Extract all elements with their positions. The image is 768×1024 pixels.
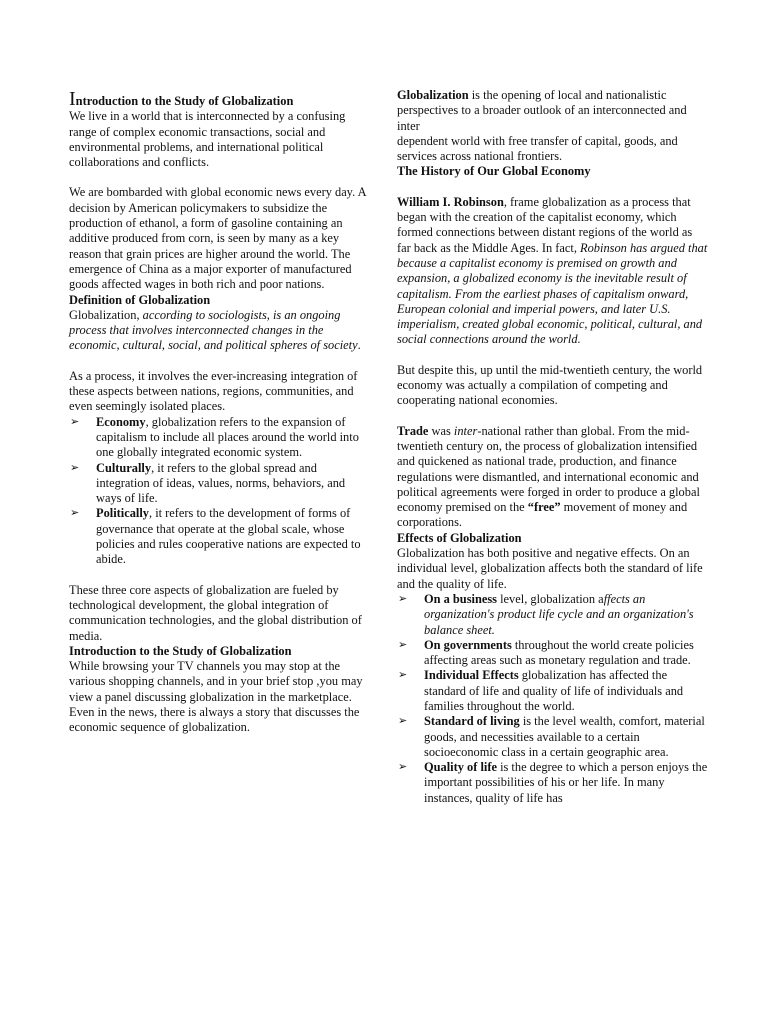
list-item-text: is the level wealth, comfort, material goods, and necessities available to a certain socioeconomic class in a certain geographic area. [424, 714, 705, 759]
list-item [397, 760, 709, 806]
list-item-term: Individual Effects [424, 668, 519, 683]
intro2-heading: Introduction to the Study of Globalization [69, 643, 292, 658]
core-aspects-paragraph: These three core aspects of globalization are fueled by technological development, the global integration of communication technologies, and the global distribution of media. [69, 582, 362, 643]
trade-term: Trade [397, 423, 429, 438]
list-item-text: , it refers to the global spread and integration of ideas, values, norms, behaviors, and ways of life. [96, 460, 346, 506]
trade-free: “free” [527, 500, 561, 515]
robinson-text: , frame globalization as a process that began with the creation of the capitalist economy, which formed connections between distant regions of the world as far back as the Middle Ages. In fact, [397, 194, 693, 255]
effects-paragraph: Globalization has both positive and negative effects. On an individual level, globalization affects both the standard of life and the quality of life. [397, 546, 703, 591]
definition-end: . [357, 338, 361, 353]
arrow-bullet-icon: ➢ [70, 461, 80, 474]
list-item-term: On governments [424, 637, 512, 652]
list-item-text: , globalization refers to the expansion of capitalism to include all places around the world into one globally integrated economic system. [96, 414, 359, 460]
arrow-bullet-icon: ➢ [398, 638, 408, 651]
definition-heading: Definition of Globalization [69, 292, 211, 307]
arrow-bullet-icon: ➢ [398, 592, 408, 605]
list-item-term: Economy [96, 414, 146, 429]
trade-end: movement of money and corporations. [397, 500, 688, 530]
right-column [397, 88, 709, 806]
robinson-paragraph [397, 195, 709, 348]
title-text: ntroduction to the Study of Globalization [75, 94, 294, 108]
despite-paragraph: But despite this, up until the mid-twentieth century, the world economy was actually a compilation of competing and cooperating national economies. [397, 362, 703, 408]
trade-text: -national rather than global. From the mid-twentieth century on, the process of globalization intensified and quickened as national trade, production, and finance regulations were dismantled, and international economic and political agreements were forged in order to produce a global economy premised on the [397, 423, 700, 515]
history-heading: The History of Our Global Economy [397, 164, 591, 179]
trade-paragraph [397, 424, 709, 531]
process-paragraph: As a process, it involves the ever-increasing integration of these aspects between nations, regions, communities, and even seemingly isolated places. [69, 368, 358, 414]
list-item-text: globalization has affected the standard of life and quality of life of individuals and families throughout the world. [424, 668, 684, 713]
list-item [69, 461, 371, 507]
intro-paragraph-2: We are bombarded with global economic news every day. A decision by American policymakers to subsidize the production of ethanol, a form of gasoline containing an additive produced from corn, is seen by many as a key reason that grain prices are higher around the world. The emergence of China as a major exporter of manufactured goods affected wages in both rich and poor nations. [69, 185, 366, 292]
robinson-name: William I. Robinson [397, 194, 504, 209]
list-item [397, 668, 709, 714]
intro-paragraph-1: We live in a world that is interconnected by a confusing range of complex economic transactions, social and environmental problems, and international political collaborations and conflicts. [69, 109, 346, 170]
list-item-text: is the degree to which a person enjoys the important possibilities of his or her life. In many instances, quality of life has [424, 760, 708, 805]
globalization-term: Globalization [397, 88, 469, 102]
list-item-italic: ffects an organization's product life cycle and an organization's balance sheet. [424, 591, 694, 637]
arrow-bullet-icon: ➢ [70, 507, 80, 520]
list-item [69, 506, 371, 567]
list-item-term: Politically [96, 506, 149, 521]
arrow-bullet-icon: ➢ [70, 415, 80, 428]
effects-list [397, 592, 709, 806]
list-item [69, 415, 371, 461]
list-item [397, 638, 709, 669]
list-item-text: level, globalization a [497, 591, 604, 606]
robinson-italic: Robinson has argued that because a capitalist economy is premised on growth and expansion, a globalized economy is the inevitable result of capitalism. From the earliest phases of capitalism onward, European colonial and imperial powers, and later U.S. imperialism, created global economic, political, cultural, and social connections around the world. [397, 240, 708, 347]
aspects-list [69, 415, 371, 568]
definition-italic: according to sociologists, is an ongoing process that involves interconnected changes in the economic, cultural, social, and political spheres of society [69, 307, 358, 353]
definition-lead: Globalization, [69, 307, 143, 322]
list-item-term: Quality of life [424, 760, 497, 775]
globalization-text-1: is the opening of local and nationalistic perspectives to a broader outlook of an interconnected and inter [397, 88, 687, 133]
list-item-term: Standard of living [424, 714, 520, 729]
list-item-term: Culturally [96, 460, 152, 475]
globalization-text-2: dependent world with free transfer of capital, goods, and services across national frontiers. [397, 133, 678, 164]
arrow-bullet-icon: ➢ [398, 715, 408, 728]
trade-was: was [428, 423, 454, 438]
list-item-term: On a business [424, 591, 498, 606]
title-dropcap: I [69, 88, 76, 110]
list-item [397, 714, 709, 760]
arrow-bullet-icon: ➢ [398, 761, 408, 774]
tv-paragraph: While browsing your TV channels you may stop at the various shopping channels, and in your brief stop ,you may view a panel discussing globalization in the marketplace. Even in the news, there is always a story that discusses the economic sequence of globalization. [69, 659, 363, 735]
effects-heading: Effects of Globalization [397, 530, 522, 545]
list-item-text: throughout the world create policies affecting areas such as monetary regulation and trade. [424, 637, 694, 668]
left-column [69, 88, 371, 736]
trade-inter: inter [453, 423, 478, 438]
list-item [397, 592, 709, 638]
page-title [69, 88, 371, 110]
list-item-text: , it refers to the development of forms of governance that operate at the global scale, whose policies and rules cooperative nations are expected to abide. [96, 506, 361, 567]
definition-paragraph [69, 308, 371, 354]
globalization-definition [397, 88, 709, 164]
arrow-bullet-icon: ➢ [398, 669, 408, 682]
